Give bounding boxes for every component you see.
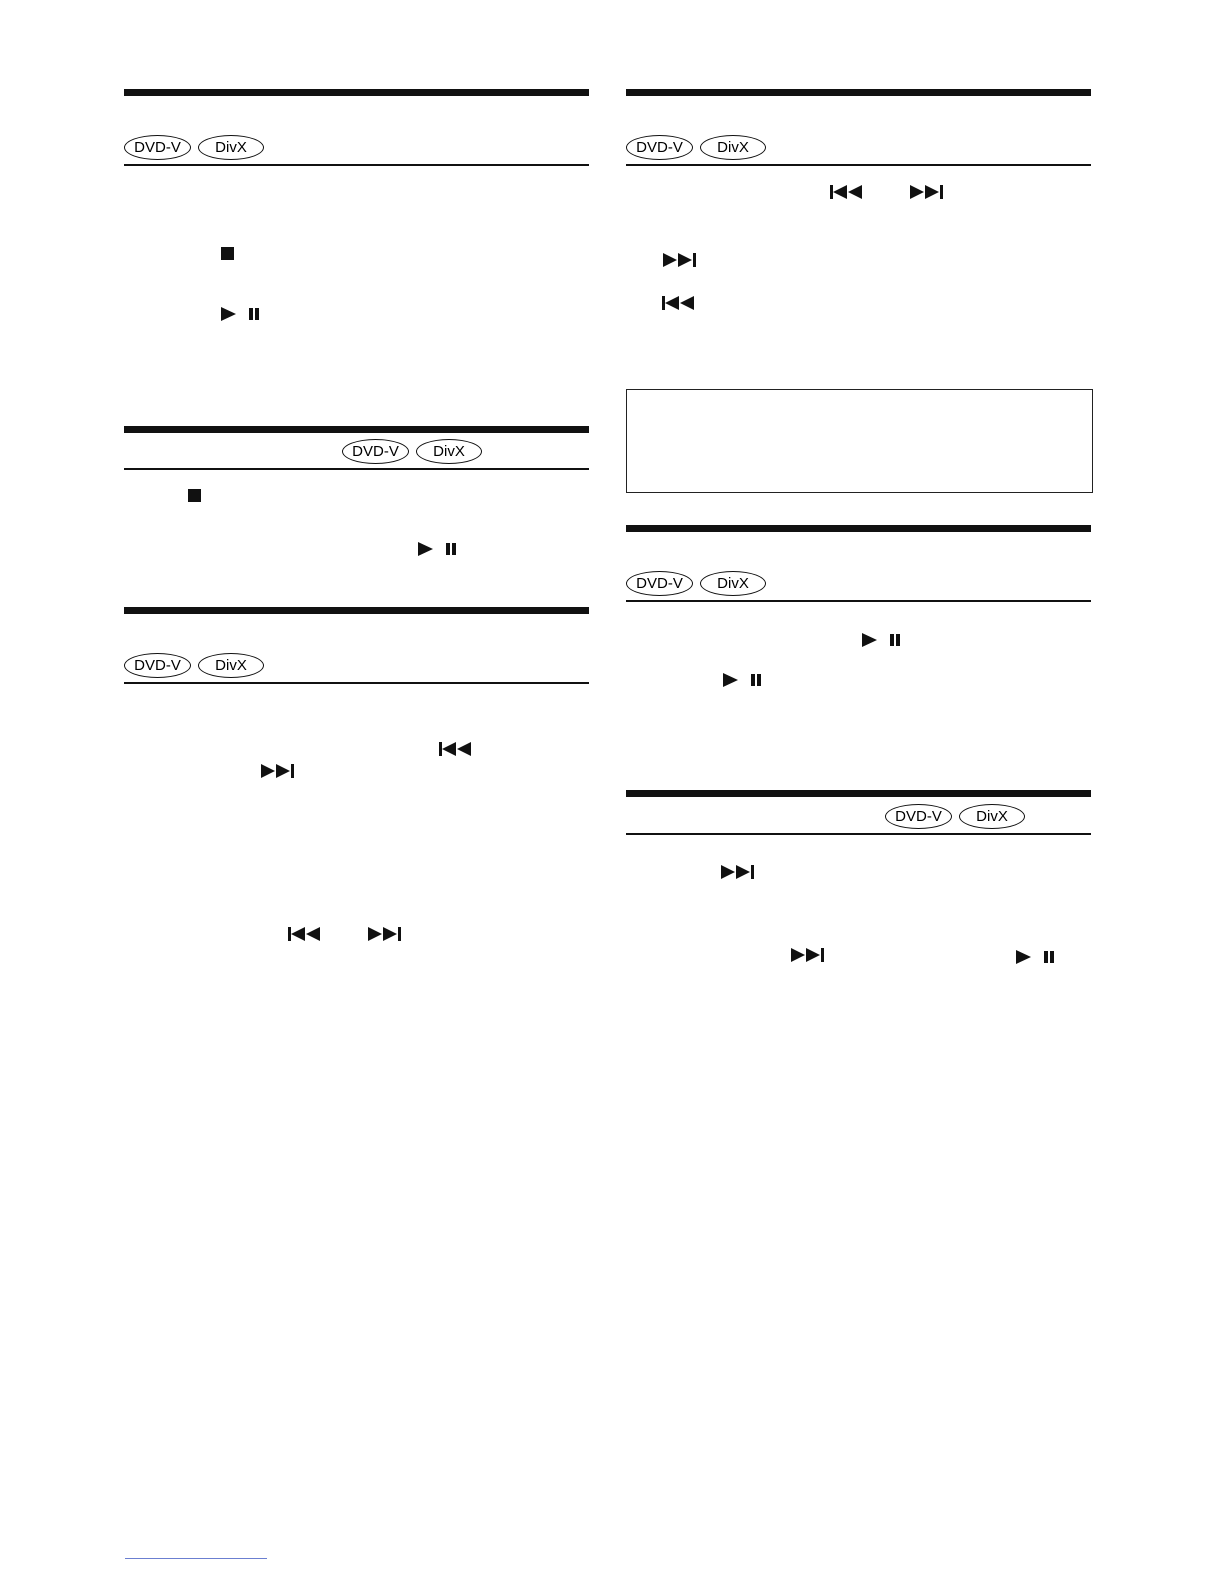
next-track-icon: [721, 865, 755, 879]
play-pause-icon: [1016, 950, 1056, 964]
previous-track-icon: [288, 927, 322, 941]
play-pause-icon: [723, 673, 763, 687]
dvd-v-badge: DVD-V: [124, 135, 191, 160]
section-rule-top: [124, 607, 589, 614]
section-rule-top: [124, 426, 589, 433]
next-track-icon: [261, 764, 295, 778]
section-rule-top: [626, 89, 1091, 96]
dvd-v-badge: DVD-V: [626, 571, 693, 596]
next-track-icon: [663, 253, 697, 267]
note-box: [626, 389, 1093, 493]
next-track-icon: [910, 185, 944, 199]
section-rule-bottom: [124, 164, 589, 166]
divx-badge: DivX: [959, 804, 1025, 829]
divx-badge: DivX: [700, 571, 766, 596]
section-rule-top: [626, 525, 1091, 532]
section-rule-top: [626, 790, 1091, 797]
section-rule-top: [124, 89, 589, 96]
previous-track-icon: [662, 296, 696, 310]
divx-badge: DivX: [198, 135, 264, 160]
dvd-v-badge: DVD-V: [342, 439, 409, 464]
section-rule-bottom: [124, 468, 589, 470]
previous-track-icon: [830, 185, 864, 199]
divx-badge: DivX: [198, 653, 264, 678]
stop-icon: [188, 489, 201, 502]
previous-track-icon: [439, 742, 473, 756]
next-track-icon: [368, 927, 402, 941]
stop-icon: [221, 247, 234, 260]
dvd-v-badge: DVD-V: [626, 135, 693, 160]
dvd-v-badge: DVD-V: [885, 804, 952, 829]
section-rule-bottom: [124, 682, 589, 684]
next-track-icon: [791, 948, 825, 962]
footer-link-underline[interactable]: [125, 1558, 267, 1559]
divx-badge: DivX: [700, 135, 766, 160]
divx-badge: DivX: [416, 439, 482, 464]
play-pause-icon: [418, 542, 458, 556]
section-rule-bottom: [626, 833, 1091, 835]
play-pause-icon: [862, 633, 902, 647]
dvd-v-badge: DVD-V: [124, 653, 191, 678]
play-pause-icon: [221, 307, 261, 321]
section-rule-bottom: [626, 600, 1091, 602]
section-rule-bottom: [626, 164, 1091, 166]
